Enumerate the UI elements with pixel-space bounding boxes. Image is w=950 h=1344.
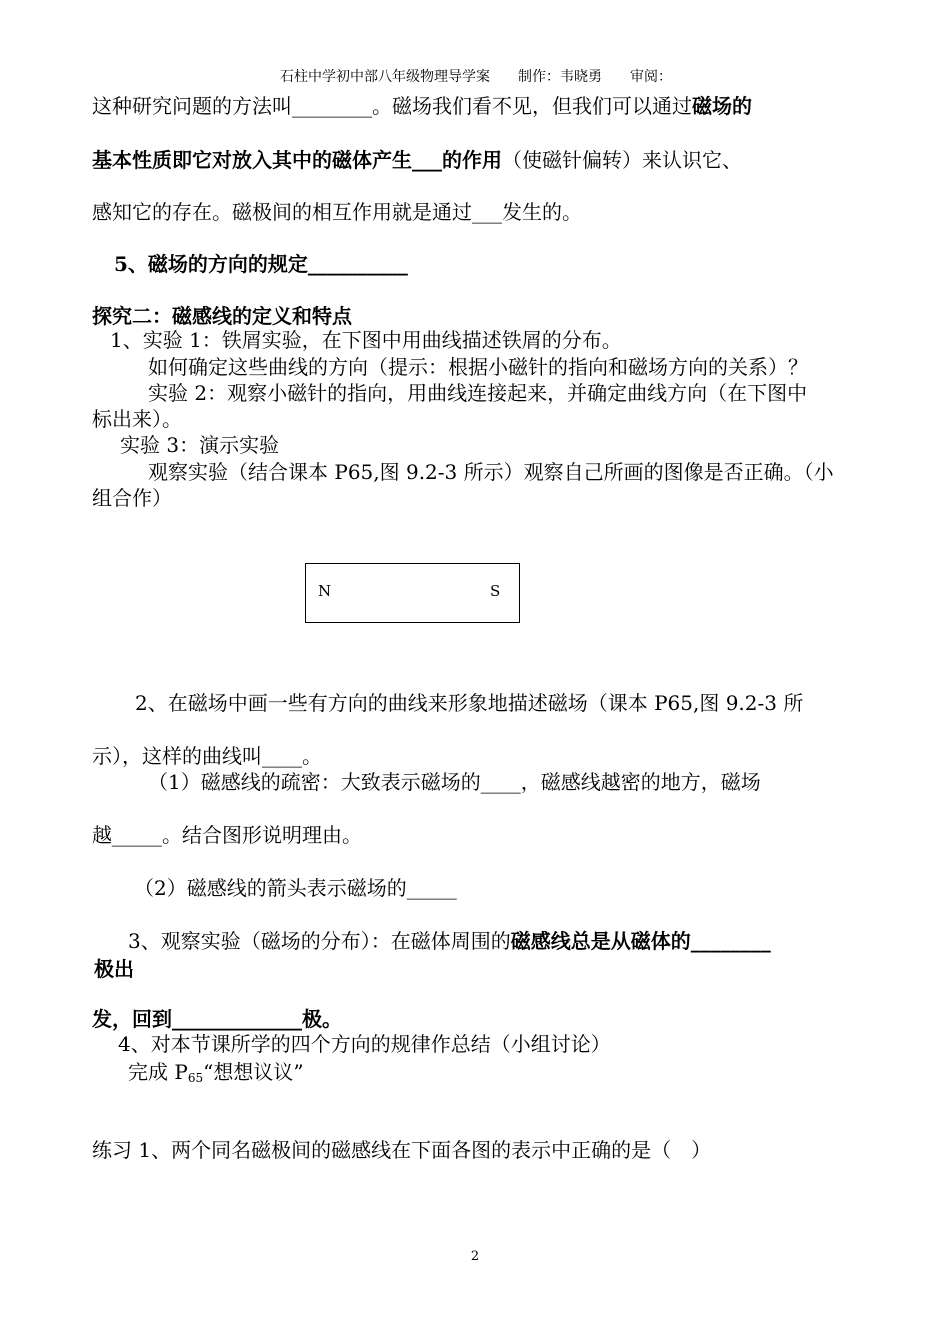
item4-discuss: “想想议议” — [203, 1060, 304, 1084]
text-line-method — [92, 94, 752, 118]
text-method: 这种研究问题的方法叫________。磁场我们看不见，但我们可以通过 — [92, 94, 692, 118]
text-basic-property-bold: 基本性质即它对放入其中的磁体产生___的作用 — [92, 148, 502, 172]
item4-page-subscript: 65 — [187, 1071, 204, 1085]
experiment-2: 实验 2：观察小磁针的指向，用曲线连接起来，并确定曲线方向（在下图中 — [148, 381, 808, 405]
text-line-perceive: 感知它的存在。磁极间的相互作用就是通过___发生的。 — [92, 200, 582, 224]
item2-line1: 2、在磁场中画一些有方向的曲线来形象地描述磁场（课本 P65,图 9.2-3 所 — [135, 691, 804, 715]
item3-pole-out: 极出 — [94, 957, 134, 981]
experiment-1-question: 如何确定这些曲线的方向（提示：根据小磁针的指向和磁场方向的关系）？ — [148, 355, 808, 379]
item2-line2: 示），这样的曲线叫____。 — [92, 744, 322, 768]
item4-complete: 完成 P — [128, 1060, 188, 1084]
practice-question: 练习 1、两个同名磁极间的磁感线在下面各图的表示中正确的是（ ） — [92, 1138, 712, 1162]
bar-magnet — [305, 563, 520, 623]
observe-experiment-cont: 组合作） — [92, 486, 172, 510]
south-pole-label: S — [490, 582, 501, 600]
text-basic-property: （使磁针偏转）来认识它、 — [502, 148, 742, 172]
item3-line1 — [128, 929, 771, 953]
item3-text: 3、观察实验（磁场的分布）：在磁体周围的 — [128, 929, 511, 953]
item4-line1: 4、对本节课所学的四个方向的规律作总结（小组讨论） — [118, 1032, 611, 1056]
page-header: 石柱中学初中部八年级物理导学案 制作：韦晓勇 审阅： — [280, 69, 672, 85]
experiment-3: 实验 3：演示实验 — [120, 433, 280, 457]
item2-density: （1）磁感线的疏密：大致表示磁场的____，磁感线越密的地方，磁场 — [148, 770, 761, 794]
item2-density-cont: 越_____。结合图形说明理由。 — [92, 823, 362, 847]
item2-arrow: （2）磁感线的箭头表示磁场的_____ — [134, 876, 457, 900]
item4-line2 — [128, 1060, 304, 1090]
page-number: 2 — [470, 1249, 480, 1264]
text-line-basic-property — [92, 148, 742, 172]
question-field-direction: 5、磁场的方向的规定__________ — [114, 252, 408, 276]
experiment-2-cont: 标出来）。 — [92, 407, 182, 431]
experiment-1: 1、实验 1：铁屑实验，在下图中用曲线描述铁屑的分布。 — [110, 328, 622, 352]
item3-text-bold: 磁感线总是从磁体的________ — [510, 929, 771, 953]
section-title: 探究二：磁感线的定义和特点 — [92, 304, 352, 328]
item3-return: 发，回到_____________极。 — [92, 1007, 342, 1031]
text-magnetic-field-bold: 磁场的 — [692, 94, 752, 118]
north-pole-label: N — [318, 582, 332, 600]
observe-experiment: 观察实验（结合课本 P65,图 9.2-3 所示）观察自己所画的图像是否正确。（小 — [148, 460, 834, 484]
